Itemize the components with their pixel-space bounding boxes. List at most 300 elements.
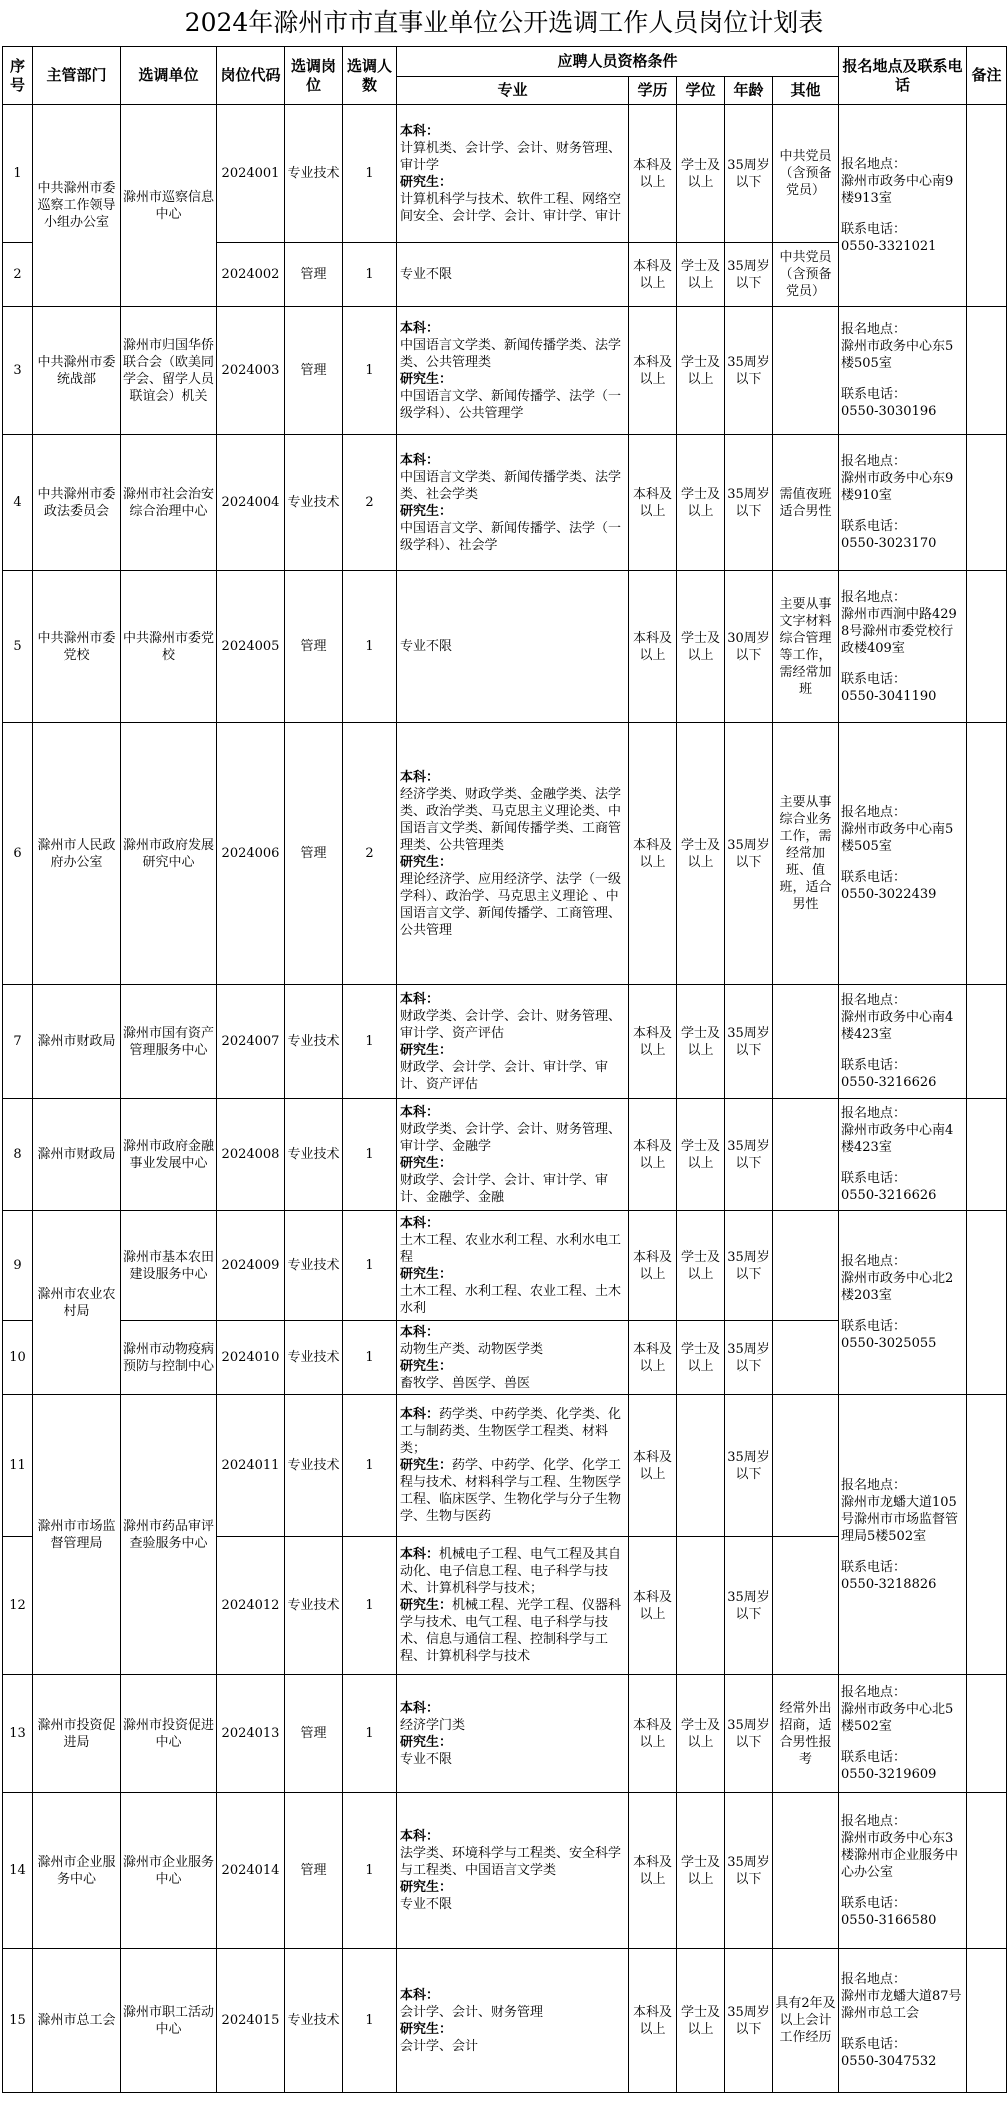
grad-label: 研究生： — [400, 1155, 453, 1171]
grad-label: 研究生： — [400, 1880, 453, 1895]
addr-label: 报名地点： — [841, 805, 907, 820]
code-cell: 2024004 — [217, 435, 285, 571]
remark-cell — [967, 307, 1007, 435]
grad-majors: 机械工程、光学工程、仪器科学与技术、电气工程、电子科学与技术、信息与通信工程、控制科学与工程、计算机科学与技术 — [400, 1598, 622, 1664]
phone-label: 联系电话： — [841, 1895, 907, 1911]
contact-cell — [839, 435, 967, 571]
phone-label: 联系电话： — [841, 671, 907, 687]
grad-label: 研究生： — [400, 1266, 453, 1282]
remark-cell — [967, 435, 1007, 571]
edu-cell: 本科及以上 — [629, 1395, 677, 1537]
contact-cell — [839, 105, 967, 307]
addr-value: 滁州市政务中心南5楼505室 — [841, 822, 954, 854]
seq-cell: 7 — [3, 985, 33, 1099]
num-cell: 2 — [343, 723, 397, 985]
age-cell: 35周岁以下 — [725, 243, 773, 307]
grad-label: 研究生： — [400, 503, 453, 519]
undergrad-label: 本科： — [400, 123, 440, 139]
phone-value: 0550-3218826 — [841, 1576, 937, 1592]
undergrad-label: 本科： — [400, 1215, 440, 1231]
code-cell: 2024009 — [217, 1211, 285, 1321]
grad-majors: 专业不限 — [400, 1897, 453, 1912]
unit-cell: 滁州市国有资产管理服务中心 — [121, 985, 217, 1099]
undergrad-majors: 土木工程、农业水利工程、水利水电工程 — [400, 1232, 622, 1265]
addr-value: 滁州市西涧中路4298号滁州市委党校行政楼409室 — [841, 606, 957, 656]
unit-cell: 滁州市基本农田建设服务中心 — [121, 1211, 217, 1321]
code-cell: 2024007 — [217, 985, 285, 1099]
num-cell: 1 — [343, 307, 397, 435]
age-cell: 35周岁以下 — [725, 1675, 773, 1793]
degree-cell — [677, 1395, 725, 1537]
major-cell — [397, 1099, 629, 1211]
remark-cell — [967, 723, 1007, 985]
major-cell — [397, 1211, 629, 1321]
grad-majors: 土木工程、水利工程、农业工程、土木水利 — [400, 1283, 622, 1316]
header-dept: 主管部门 — [33, 47, 121, 105]
seq-cell: 14 — [3, 1793, 33, 1949]
undergrad-majors: 法学类、环境科学与工程类、安全科学与工程类、中国语言文学类 — [400, 1846, 622, 1878]
num-cell: 1 — [343, 1537, 397, 1675]
age-cell: 35周岁以下 — [725, 1099, 773, 1211]
dept-cell: 中共滁州市委党校 — [33, 571, 121, 723]
undergrad-majors: 动物生产类、动物医学类 — [400, 1341, 544, 1357]
remark-cell — [967, 985, 1007, 1099]
grad-label: 研究生： — [400, 1358, 453, 1374]
undergrad-label: 本科： — [400, 1547, 440, 1562]
addr-value: 滁州市政务中心东9楼910室 — [841, 471, 954, 503]
phone-label: 联系电话： — [841, 1171, 907, 1186]
seq-cell: 12 — [3, 1537, 33, 1675]
age-cell: 35周岁以下 — [725, 1793, 773, 1949]
unit-cell: 滁州市投资促进中心 — [121, 1675, 217, 1793]
addr-value: 滁州市政务中心东5楼505室 — [841, 339, 954, 371]
grad-majors: 中国语言文学、新闻传播学、法学（一级学科）、社会学 — [400, 520, 622, 553]
degree-cell: 学士及以上 — [677, 1321, 725, 1395]
seq-cell: 15 — [3, 1949, 33, 2093]
undergrad-majors: 经济学门类 — [400, 1717, 466, 1733]
page-title: 2024年滁州市市直事业单位公开选调工作人员岗位计划表 — [184, 8, 824, 37]
header-row-1 — [3, 47, 1007, 77]
remark-cell — [967, 1793, 1007, 1949]
phone-value: 0550-3025055 — [841, 1336, 937, 1351]
edu-cell: 本科及以上 — [629, 723, 677, 985]
addr-label: 报名地点： — [841, 1813, 907, 1829]
addr-value: 滁州市政务中心北2楼203室 — [841, 1271, 954, 1303]
pos-cell: 专业技术 — [285, 1099, 343, 1211]
addr-value: 滁州市政务中心南4楼423室 — [841, 1010, 954, 1042]
grad-majors: 药学、中药学、化学、化学工程与技术、材料科学与工程、生物医学工程、临床医学、生物化学与分子生物学、生物与医药 — [400, 1458, 622, 1524]
major-cell — [397, 1395, 629, 1537]
addr-label: 报名地点： — [841, 993, 907, 1008]
age-cell: 35周岁以下 — [725, 105, 773, 243]
age-cell: 35周岁以下 — [725, 1321, 773, 1395]
other-cell: 中共党员（含预备党员） — [773, 243, 839, 307]
grad-label: 研究生： — [400, 1598, 453, 1613]
table-row — [3, 1675, 1007, 1793]
code-cell: 2024003 — [217, 307, 285, 435]
contact-cell — [839, 1793, 967, 1949]
phone-label: 联系电话： — [841, 2037, 907, 2052]
major-cell — [397, 1793, 629, 1949]
unit-cell: 滁州市归国华侨联合会（欧美同学会、留学人员联谊会）机关 — [121, 307, 217, 435]
phone-value: 0550-3216626 — [841, 1188, 937, 1203]
addr-label: 报名地点： — [841, 157, 907, 172]
num-cell: 1 — [343, 1211, 397, 1321]
remark-cell — [967, 1675, 1007, 1793]
degree-cell: 学士及以上 — [677, 723, 725, 985]
degree-cell: 学士及以上 — [677, 1949, 725, 2093]
table-row — [3, 723, 1007, 985]
major-cell — [397, 1949, 629, 2093]
grad-label: 研究生： — [400, 174, 453, 190]
num-cell: 1 — [343, 1099, 397, 1211]
phone-value: 0550-3030196 — [841, 404, 937, 419]
addr-label: 报名地点： — [841, 1972, 907, 1987]
addr-label: 报名地点： — [841, 589, 907, 605]
major-cell — [397, 1321, 629, 1395]
addr-value: 滁州市龙蟠大道87号滁州市总工会 — [841, 1989, 962, 2021]
code-cell: 2024012 — [217, 1537, 285, 1675]
major-cell — [397, 105, 629, 243]
code-cell: 2024002 — [217, 243, 285, 307]
unit-cell: 滁州市社会治安综合治理中心 — [121, 435, 217, 571]
other-cell: 经常外出招商，适合男性报考 — [773, 1675, 839, 1793]
dept-cell: 中共滁州市委统战部 — [33, 307, 121, 435]
undergrad-label: 本科： — [400, 769, 440, 785]
edu-cell: 本科及以上 — [629, 243, 677, 307]
undergrad-label: 本科： — [400, 452, 440, 468]
seq-cell: 11 — [3, 1395, 33, 1537]
grad-label: 研究生： — [400, 854, 453, 870]
unit-cell: 滁州市政府发展研究中心 — [121, 723, 217, 985]
position-plan-table — [2, 46, 1007, 2093]
major-cell — [397, 1675, 629, 1793]
dept-cell: 滁州市财政局 — [33, 1099, 121, 1211]
age-cell: 35周岁以下 — [725, 723, 773, 985]
header-contact: 报名地点及联系电话 — [839, 47, 967, 105]
major-cell — [397, 307, 629, 435]
pos-cell: 专业技术 — [285, 1211, 343, 1321]
seq-cell: 5 — [3, 571, 33, 723]
num-cell: 1 — [343, 243, 397, 307]
undergrad-label: 本科： — [400, 1987, 440, 2003]
contact-cell — [839, 571, 967, 723]
remark-cell — [967, 105, 1007, 307]
seq-cell: 1 — [3, 105, 33, 243]
grad-majors: 财政学、会计学、会计、审计学、审计、金融学、金融 — [400, 1172, 609, 1205]
remark-cell — [967, 1099, 1007, 1211]
pos-cell: 专业技术 — [285, 1395, 343, 1537]
header-other: 其他 — [773, 77, 839, 105]
edu-cell: 本科及以上 — [629, 985, 677, 1099]
header-major: 专业 — [397, 77, 629, 105]
age-cell: 30周岁以下 — [725, 571, 773, 723]
other-cell — [773, 1793, 839, 1949]
seq-cell: 3 — [3, 307, 33, 435]
remark-cell — [967, 1395, 1007, 1675]
phone-value: 0550-3022439 — [841, 887, 937, 902]
num-cell: 1 — [343, 1675, 397, 1793]
edu-cell: 本科及以上 — [629, 1099, 677, 1211]
num-cell: 2 — [343, 435, 397, 571]
header-remark: 备注 — [967, 47, 1007, 105]
unit-cell: 滁州市药品审评查验服务中心 — [121, 1395, 217, 1675]
code-cell: 2024013 — [217, 1675, 285, 1793]
pos-cell: 专业技术 — [285, 105, 343, 243]
age-cell: 35周岁以下 — [725, 1211, 773, 1321]
edu-cell: 本科及以上 — [629, 571, 677, 723]
header-edu: 学历 — [629, 77, 677, 105]
pos-cell: 管理 — [285, 723, 343, 985]
phone-value: 0550-3166580 — [841, 1912, 937, 1928]
undergrad-majors: 会计学、会计、财务管理 — [400, 2004, 544, 2020]
edu-cell: 本科及以上 — [629, 1537, 677, 1675]
major-cell — [397, 1537, 629, 1675]
pos-cell: 专业技术 — [285, 1321, 343, 1395]
dept-cell: 滁州市企业服务中心 — [33, 1793, 121, 1949]
remark-cell — [967, 571, 1007, 723]
degree-cell: 学士及以上 — [677, 435, 725, 571]
other-cell — [773, 985, 839, 1099]
dept-cell: 滁州市投资促进局 — [33, 1675, 121, 1793]
table-row — [3, 307, 1007, 435]
degree-cell: 学士及以上 — [677, 571, 725, 723]
code-cell: 2024010 — [217, 1321, 285, 1395]
other-cell — [773, 1321, 839, 1395]
edu-cell: 本科及以上 — [629, 1321, 677, 1395]
grad-label: 研究生： — [400, 2021, 453, 2037]
addr-label: 报名地点： — [841, 1254, 907, 1269]
age-cell: 35周岁以下 — [725, 1949, 773, 2093]
edu-cell: 本科及以上 — [629, 307, 677, 435]
grad-majors: 专业不限 — [400, 1751, 453, 1767]
degree-cell: 学士及以上 — [677, 105, 725, 243]
undergrad-label: 本科： — [400, 1324, 440, 1340]
other-cell: 主要从事综合业务工作，需经常加班、值班，适合男性 — [773, 723, 839, 985]
edu-cell: 本科及以上 — [629, 435, 677, 571]
pos-cell: 管理 — [285, 1675, 343, 1793]
other-cell: 中共党员（含预备党员） — [773, 105, 839, 243]
table-row — [3, 1099, 1007, 1211]
major-cell — [397, 435, 629, 571]
edu-cell: 本科及以上 — [629, 1675, 677, 1793]
phone-label: 联系电话： — [841, 1750, 907, 1765]
undergrad-majors: 药学类、中药学类、化学类、化工与制药类、生物医学工程类、材料类； — [400, 1407, 622, 1456]
pos-cell: 专业技术 — [285, 1537, 343, 1675]
other-cell: 主要从事文字材料综合管理等工作，需经常加班 — [773, 571, 839, 723]
num-cell: 1 — [343, 985, 397, 1099]
grad-majors: 计算机科学与技术、软件工程、网络空间安全、会计学、会计、审计学、审计 — [400, 191, 622, 224]
edu-cell: 本科及以上 — [629, 1949, 677, 2093]
other-cell — [773, 1395, 839, 1537]
seq-cell: 10 — [3, 1321, 33, 1395]
undergrad-label: 本科： — [400, 320, 440, 336]
contact-cell — [839, 723, 967, 985]
phone-value: 0550-3321021 — [841, 239, 937, 254]
grad-label: 研究生： — [400, 1458, 453, 1473]
other-cell — [773, 1537, 839, 1675]
undergrad-majors: 财政学类、会计学、会计、财务管理、审计学、金融学 — [400, 1121, 622, 1154]
pos-cell: 管理 — [285, 1793, 343, 1949]
degree-cell: 学士及以上 — [677, 1793, 725, 1949]
table-row — [3, 571, 1007, 723]
header-unit: 选调单位 — [121, 47, 217, 105]
seq-cell: 4 — [3, 435, 33, 571]
other-cell: 需值夜班适合男性 — [773, 435, 839, 571]
undergrad-majors: 财政学类、会计学、会计、财务管理、审计学、资产评估 — [400, 1008, 622, 1041]
phone-value: 0550-3047532 — [841, 2054, 937, 2069]
table-row — [3, 985, 1007, 1099]
num-cell: 1 — [343, 105, 397, 243]
num-cell: 1 — [343, 1793, 397, 1949]
undergrad-label: 本科： — [400, 1104, 440, 1120]
contact-cell — [839, 1099, 967, 1211]
header-degree: 学位 — [677, 77, 725, 105]
code-cell: 2024011 — [217, 1395, 285, 1537]
major-cell — [397, 723, 629, 985]
edu-cell: 本科及以上 — [629, 105, 677, 243]
phone-label: 联系电话： — [841, 1559, 907, 1575]
pos-cell: 管理 — [285, 307, 343, 435]
table-row — [3, 1395, 1007, 1537]
degree-cell: 学士及以上 — [677, 307, 725, 435]
undergrad-label: 本科： — [400, 1407, 440, 1422]
phone-value: 0550-3219609 — [841, 1767, 937, 1782]
code-cell: 2024015 — [217, 1949, 285, 2093]
header-code: 岗位代码 — [217, 47, 285, 105]
undergrad-label: 本科： — [400, 991, 440, 1007]
phone-value: 0550-3041190 — [841, 688, 937, 704]
addr-label: 报名地点： — [841, 322, 907, 337]
grad-majors: 中国语言文学、新闻传播学、法学（一级学科）、公共管理学 — [400, 388, 622, 421]
unit-cell: 中共滁州市委党校 — [121, 571, 217, 723]
addr-value: 滁州市政务中心东3楼滁州市企业服务中心办公室 — [841, 1830, 959, 1880]
pos-cell: 管理 — [285, 243, 343, 307]
header-age: 年龄 — [725, 77, 773, 105]
addr-label: 报名地点： — [841, 1106, 907, 1121]
addr-value: 滁州市政务中心北5楼502室 — [841, 1702, 954, 1734]
undergrad-label: 本科： — [400, 1700, 440, 1716]
seq-cell: 9 — [3, 1211, 33, 1321]
other-cell: 具有2年及以上会计工作经历 — [773, 1949, 839, 2093]
age-cell: 35周岁以下 — [725, 985, 773, 1099]
undergrad-majors: 中国语言文学类、新闻传播学类、法学类、社会学类 — [400, 469, 622, 502]
addr-value: 滁州市龙蟠大道105号滁州市市场监督管理局5楼502室 — [841, 1494, 959, 1544]
header-num: 选调人数 — [343, 47, 397, 105]
pos-cell: 专业技术 — [285, 1949, 343, 2093]
header-pos: 选调岗位 — [285, 47, 343, 105]
dept-cell: 滁州市总工会 — [33, 1949, 121, 2093]
dept-cell: 滁州市市场监督管理局 — [33, 1395, 121, 1675]
addr-label: 报名地点： — [841, 1477, 907, 1493]
unit-cell: 滁州市动物疫病预防与控制中心 — [121, 1321, 217, 1395]
contact-cell — [839, 1211, 967, 1395]
addr-value: 滁州市政务中心南9楼913室 — [841, 174, 954, 206]
unit-cell: 滁州市职工活动中心 — [121, 1949, 217, 2093]
table-row — [3, 1793, 1007, 1949]
header-seq: 序号 — [3, 47, 33, 105]
addr-label: 报名地点： — [841, 1685, 907, 1700]
contact-cell — [839, 1395, 967, 1675]
age-cell: 35周岁以下 — [725, 307, 773, 435]
grad-label: 研究生： — [400, 1042, 453, 1058]
code-cell: 2024014 — [217, 1793, 285, 1949]
code-cell: 2024006 — [217, 723, 285, 985]
dept-cell: 中共滁州市委巡察工作领导小组办公室 — [33, 105, 121, 307]
degree-cell — [677, 1537, 725, 1675]
num-cell: 1 — [343, 1949, 397, 2093]
phone-value: 0550-3216626 — [841, 1075, 937, 1090]
degree-cell: 学士及以上 — [677, 1099, 725, 1211]
phone-label: 联系电话： — [841, 1058, 907, 1073]
major-cell: 专业不限 — [397, 571, 629, 723]
major-cell: 专业不限 — [397, 243, 629, 307]
contact-cell — [839, 307, 967, 435]
code-cell: 2024005 — [217, 571, 285, 723]
unit-cell: 滁州市政府金融事业发展中心 — [121, 1099, 217, 1211]
other-cell — [773, 307, 839, 435]
age-cell: 35周岁以下 — [725, 1395, 773, 1537]
phone-label: 联系电话： — [841, 387, 907, 402]
table-row — [3, 435, 1007, 571]
other-cell — [773, 1099, 839, 1211]
table-row — [3, 105, 1007, 243]
seq-cell: 6 — [3, 723, 33, 985]
degree-cell: 学士及以上 — [677, 1211, 725, 1321]
phone-label: 联系电话： — [841, 1319, 907, 1334]
undergrad-majors: 经济学类、财政学类、金融学类、法学类、政治学类、马克思主义理论类、中国语言文学类、新闻传播学类、工商管理类、公共管理类 — [400, 786, 622, 853]
contact-cell — [839, 1949, 967, 2093]
undergrad-label: 本科： — [400, 1829, 440, 1844]
edu-cell: 本科及以上 — [629, 1793, 677, 1949]
table-row — [3, 1949, 1007, 2093]
phone-label: 联系电话： — [841, 870, 907, 885]
grad-majors: 畜牧学、兽医学、兽医 — [400, 1375, 531, 1391]
remark-cell — [967, 1949, 1007, 2093]
unit-cell: 滁州市巡察信息中心 — [121, 105, 217, 307]
phone-label: 联系电话： — [841, 222, 907, 237]
major-cell — [397, 985, 629, 1099]
seq-cell: 13 — [3, 1675, 33, 1793]
addr-label: 报名地点： — [841, 454, 907, 469]
other-cell — [773, 1211, 839, 1321]
num-cell: 1 — [343, 1395, 397, 1537]
undergrad-majors: 机械电子工程、电气工程及其自动化、电子信息工程、电子科学与技术、计算机科学与技术； — [400, 1547, 622, 1596]
unit-cell: 滁州市企业服务中心 — [121, 1793, 217, 1949]
degree-cell: 学士及以上 — [677, 1675, 725, 1793]
pos-cell: 管理 — [285, 571, 343, 723]
num-cell: 1 — [343, 571, 397, 723]
grad-majors: 会计学、会计 — [400, 2038, 479, 2054]
phone-value: 0550-3023170 — [841, 536, 937, 551]
addr-value: 滁州市政务中心南4楼423室 — [841, 1123, 954, 1155]
grad-label: 研究生： — [400, 1734, 453, 1750]
seq-cell: 8 — [3, 1099, 33, 1211]
grad-majors: 财政学、会计学、会计、审计学、审计、资产评估 — [400, 1059, 609, 1092]
degree-cell: 学士及以上 — [677, 985, 725, 1099]
header-qualifications: 应聘人员资格条件 — [397, 47, 839, 77]
code-cell: 2024008 — [217, 1099, 285, 1211]
grad-majors: 理论经济学、应用经济学、法学（一级学科）、政治学、马克思主义理论 、中国语言文学、新闻传播学、工商管理、公共管理 — [400, 871, 622, 938]
seq-cell: 2 — [3, 243, 33, 307]
degree-cell: 学士及以上 — [677, 243, 725, 307]
age-cell: 35周岁以下 — [725, 1537, 773, 1675]
contact-cell — [839, 985, 967, 1099]
undergrad-majors: 计算机类、会计学、会计、财务管理、审计学 — [400, 140, 622, 173]
dept-cell: 滁州市人民政府办公室 — [33, 723, 121, 985]
dept-cell: 滁州市农业农村局 — [33, 1211, 121, 1395]
contact-cell — [839, 1675, 967, 1793]
